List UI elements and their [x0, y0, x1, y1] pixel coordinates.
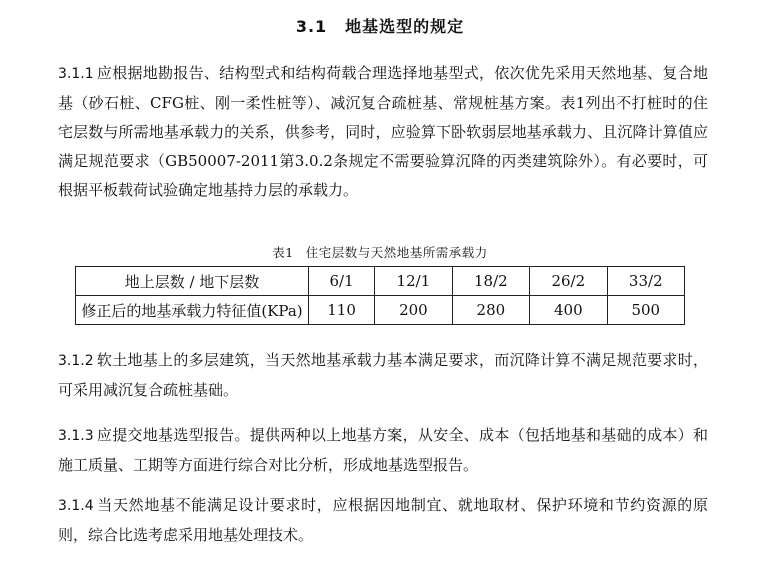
table-cell: 18/2 [452, 267, 529, 296]
table-cell: 280 [452, 296, 529, 325]
section-title: 地基选型的规定 [345, 17, 465, 36]
table-cell: 6/1 [309, 267, 375, 296]
table-cell: 地上层数 / 地下层数 [76, 267, 309, 296]
clause-number: 3.1.4 [58, 498, 94, 514]
section-number: 3.1 [295, 17, 328, 36]
clause-text: 应提交地基选型报告。提供两种以上地基方案，从安全、成本（包括地基和基础的成本）和施工质量、工期等方面进行综合对比分析，形成地基选型报告。 [58, 426, 708, 474]
clause-number: 3.1.2 [58, 353, 94, 369]
table-caption-number: 表1 [272, 245, 294, 260]
paragraph-3-1-2 [58, 346, 708, 405]
paragraph-3-1-4 [58, 491, 708, 550]
table-cell: 110 [309, 296, 375, 325]
table-caption [0, 243, 760, 261]
paragraph-3-1-1 [58, 59, 708, 205]
table-cell: 500 [607, 296, 684, 325]
table-cell: 400 [530, 296, 607, 325]
table-caption-text: 住宅层数与天然地基所需承载力 [305, 245, 488, 260]
clause-number: 3.1.3 [58, 428, 94, 444]
table-row [76, 267, 685, 296]
section-heading [0, 14, 760, 37]
table-cell: 26/2 [530, 267, 607, 296]
clause-text: 当天然地基不能满足设计要求时，应根据因地制宜、就地取材、保护环境和节约资源的原则，综合比选考虑采用地基处理技术。 [58, 496, 708, 544]
table-row [76, 296, 685, 325]
table-cell: 修正后的地基承载力特征值(KPa) [76, 296, 309, 325]
clause-text: 软土地基上的多层建筑，当天然地基承载力基本满足要求，而沉降计算不满足规范要求时，可采用减沉复合疏桩基础。 [58, 351, 708, 399]
paragraph-3-1-3 [58, 421, 708, 480]
table-cell: 33/2 [607, 267, 684, 296]
table-cell: 200 [375, 296, 452, 325]
table-cell: 12/1 [375, 267, 452, 296]
bearing-capacity-table [75, 266, 685, 325]
clause-text: 应根据地勘报告、结构型式和结构荷载合理选择地基型式，依次优先采用天然地基、复合地基（砂石桩、CFG桩、刚一柔性桩等）、减沉复合疏桩基、常规桩基方案。表1列出不打桩时的住宅层数与所需地基承载力的关系，供参考，同时，应验算下卧软弱层地基承载力、且沉降计算值应满足规范要求（GB50007-2011第3.0.2条规定不需要验算沉降的丙类建筑除外）。有必要时，可根据平板载荷试验确定地基持力层的承载力。 [58, 64, 708, 199]
clause-number: 3.1.1 [58, 66, 94, 82]
